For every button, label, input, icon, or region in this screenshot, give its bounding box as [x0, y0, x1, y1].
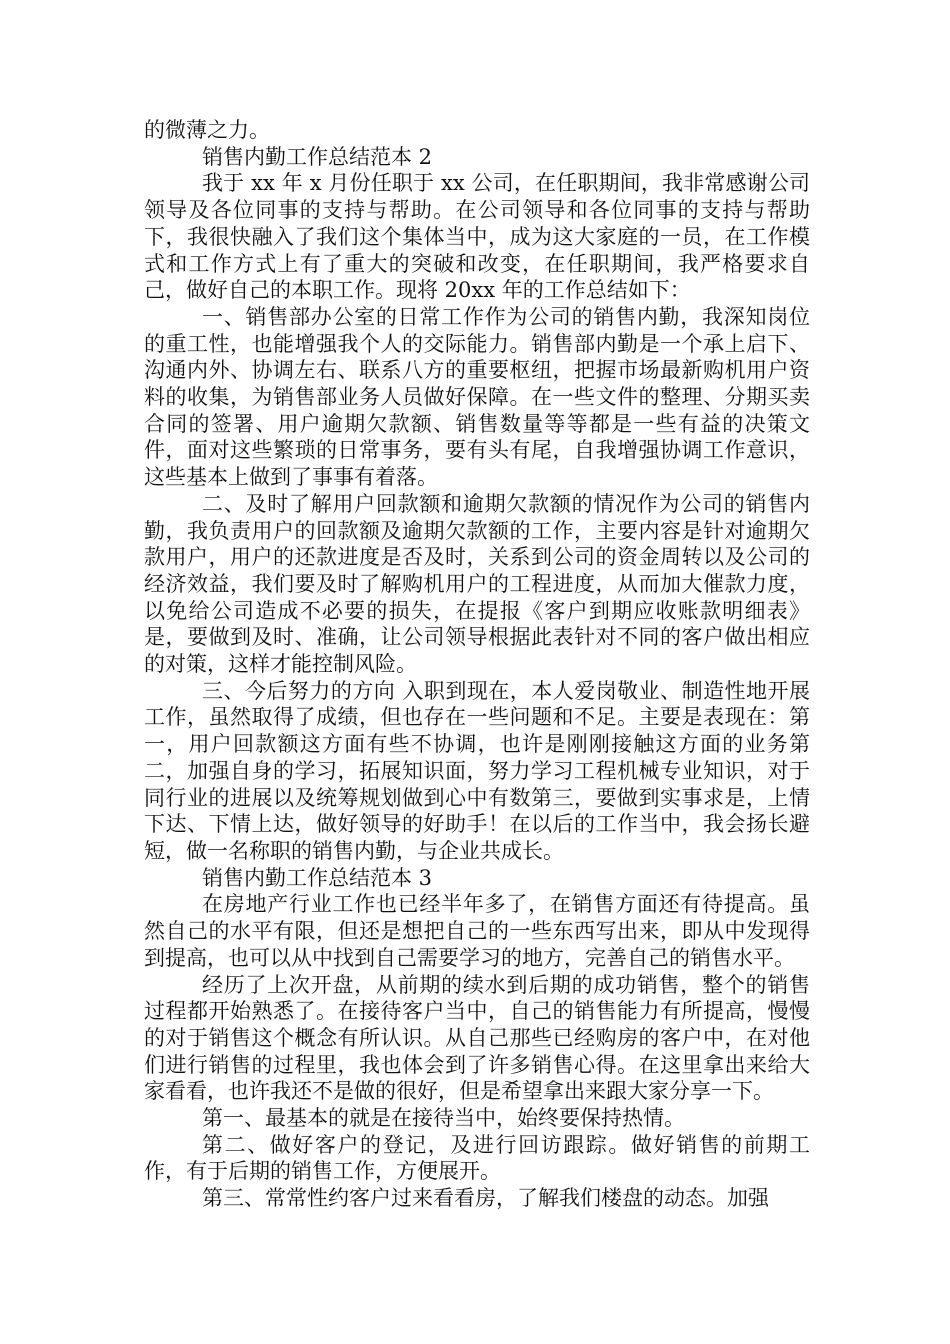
paragraph-point-2: 二、及时了解用户回款额和逾期欠款额的情况作为公司的销售内勤，我负责用户的回款额及逾期欠款额的工作，主要内容是针对逾期欠款用户，用户的还款进度是否及时，关系到公司的资金周转以及公司的经济效益，我们要及时了解购机用户的工程进度，从而加大催款力度，以免给公司造成不必要的损失，在提报《客户到期应收账款明细表》是，要做到及时、准确，让公司领导根据此表针对不同的客户做出相应的对策，这样才能控制风险。 — [144, 491, 810, 677]
paragraph-sample-3-experience: 经历了上次开盘，从前期的续水到后期的成功销售，整个的销售过程都开始熟悉了。在接待客户当中，自己的销售能力有所提高，慢慢的对于销售这个概念有所认识。从自己那些已经购房的客户中，在对他们进行销售的过程里，我也体会到了许多销售心得。在这里拿出来给大家看看，也许我还不是做的很好，但是希望拿出来跟大家分享一下。 — [144, 972, 810, 1104]
paragraph-continuation: 的微薄之力。 — [144, 118, 270, 142]
section-heading-sample-2: 销售内勤工作总结范本 2 — [202, 144, 433, 169]
section-heading-sample-3: 销售内勤工作总结范本 3 — [202, 865, 433, 890]
paragraph-intro: 我于 xx 年 x 月份任职于 xx 公司，在任职期间，我非常感谢公司领导及各位同事的支持与帮助。在公司领导和各位同事的支持与帮助下，我很快融入了我们这个集体当中，成为这大家庭的一员，在工作模式和工作方式上有了重大的突破和改变，在任职期间，我严格要求自己，做好自己的本职工作。现将 20xx 年的工作总结如下： — [144, 171, 810, 303]
paragraph-tip-3: 第三、常常性约客户过来看看房，了解我们楼盘的动态。加强 — [202, 1186, 769, 1211]
paragraph-sample-3-intro: 在房地产行业工作也已经半年多了，在销售方面还有待提高。虽然自己的水平有限，但还是想把自己的一些东西写出来，即从中发现得到提高，也可以从中找到自己需要学习的地方，完善自己的销售水平。 — [144, 892, 810, 970]
paragraph-tip-1: 第一、最基本的就是在接待当中，始终要保持热情。 — [202, 1106, 685, 1131]
paragraph-tip-2: 第二、做好客户的登记，及进行回访跟踪。做好销售的前期工作，有于后期的销售工作，方便展开。 — [144, 1132, 810, 1184]
document-page — [144, 117, 810, 1212]
paragraph-point-1: 一、销售部办公室的日常工作作为公司的销售内勤，我深知岗位的重工性，也能增强我个人的交际能力。销售部内勤是一个承上启下、沟通内外、协调左右、联系八方的重要枢纽，把握市场最新购机用户资料的收集，为销售部业务人员做好保障。在一些文件的整理、分期买卖合同的签署、用户逾期欠款额、销售数量等等都是一些有益的决策文件，面对这些繁琐的日常事务，要有头有尾，自我增强协调工作意识，这些基本上做到了事事有着落。 — [144, 304, 810, 490]
paragraph-point-3: 三、今后努力的方向 入职到现在，本人爱岗敬业、制造性地开展工作，虽然取得了成绩，但也存在一些问题和不足。主要是表现在：第一，用户回款额这方面有些不协调，也许是刚刚接触这方面的业务第二，加强自身的学习，拓展知识面，努力学习工程机械专业知识，对于同行业的进展以及统筹规划做到心中有数第三，要做到实事求是，上情下达、下情上达，做好领导的好助手！在以后的工作当中，我会扬长避短，做一名称职的销售内勤，与企业共成长。 — [144, 678, 810, 863]
